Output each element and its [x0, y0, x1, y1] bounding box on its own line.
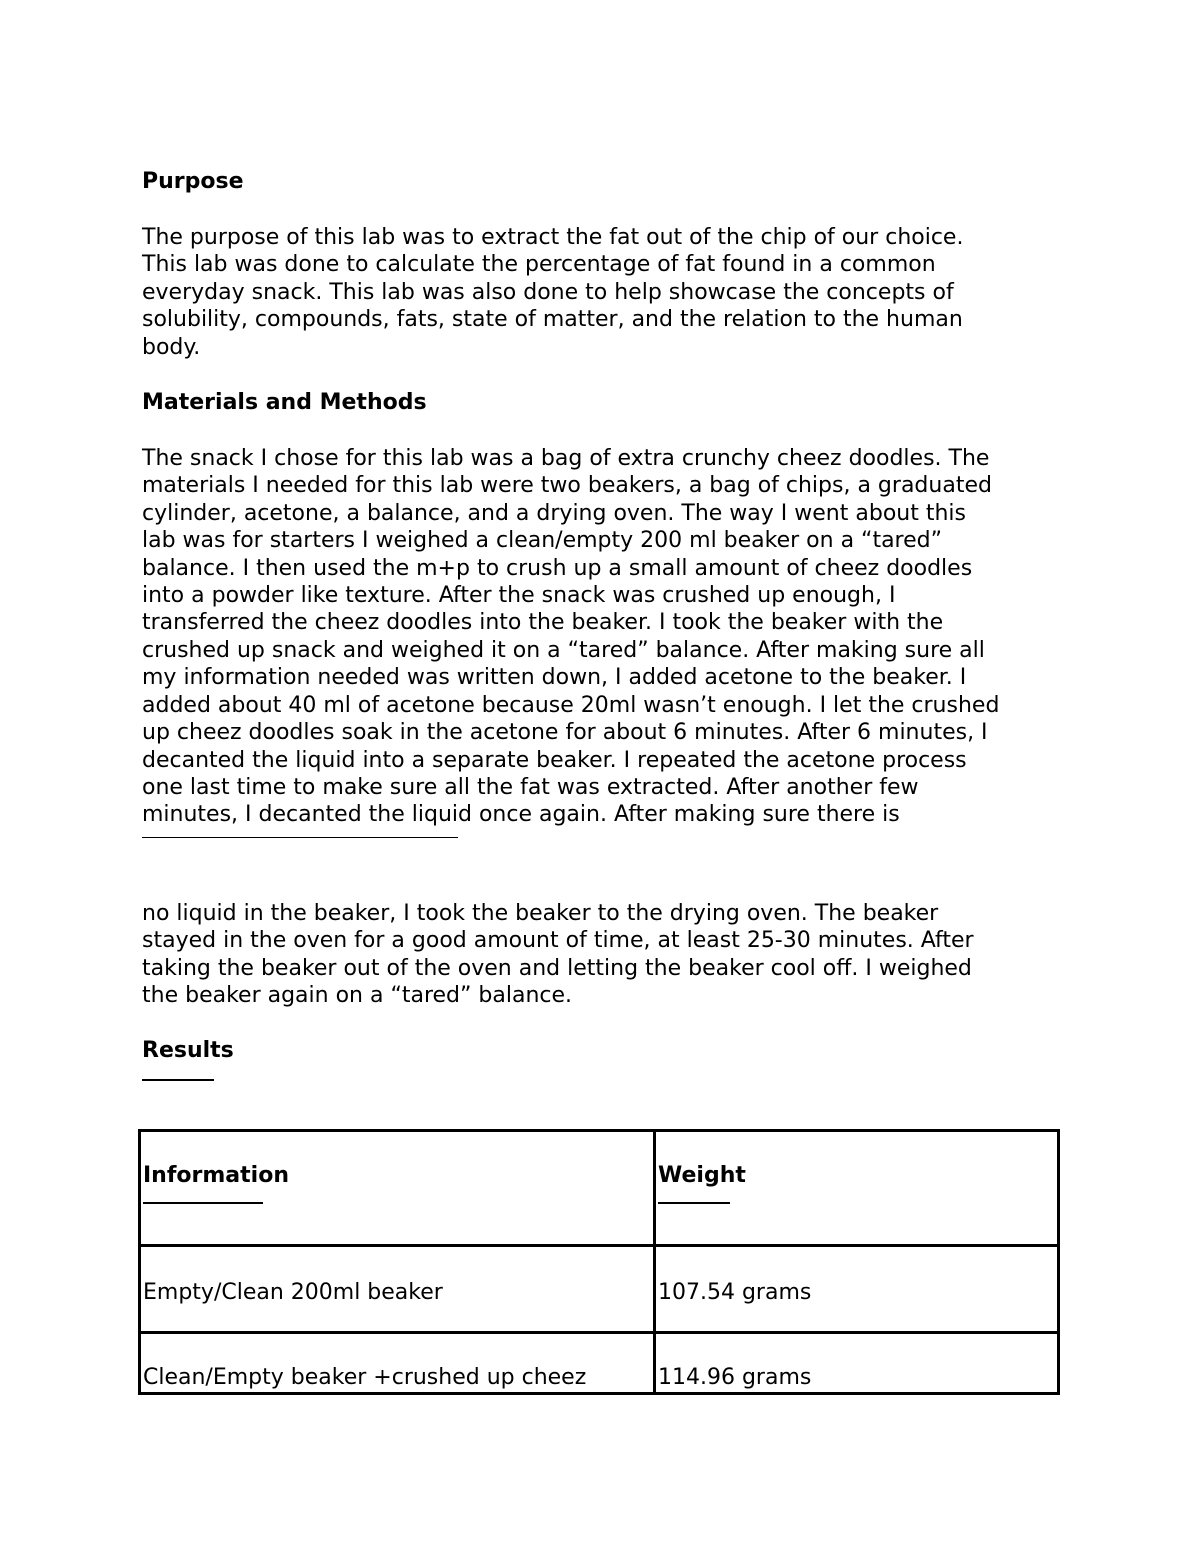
- paragraph-line: added about 40 ml of acetone because 20ml wasn’t enough. I let the crushed: [142, 692, 1000, 718]
- paragraph-line: one last time to make sure all the fat was extracted. After another few: [142, 774, 919, 800]
- paragraph-line: crushed up snack and weighed it on a “tared” balance. After making sure all: [142, 637, 985, 663]
- paragraph-line: into a powder like texture. After the snack was crushed up enough, I: [142, 583, 896, 609]
- paragraph-line: up cheez doodles soak in the acetone for about 6 minutes. After 6 minutes, I: [142, 720, 988, 746]
- paragraph-line: decanted the liquid into a separate beaker. I repeated the acetone process: [142, 747, 967, 773]
- results-heading: Results: [142, 1038, 234, 1064]
- paragraph-line: minutes, I decanted the liquid once again. After making sure there is: [142, 802, 900, 828]
- paragraph-line: the beaker again on a “tared” balance.: [142, 982, 573, 1008]
- paragraph-line: my information needed was written down, I added acetone to the beaker. I: [142, 665, 967, 691]
- paragraph-line: stayed in the oven for a good amount of time, at least 25-30 minutes. After: [142, 928, 974, 954]
- methods-paragraph: [142, 445, 1062, 829]
- paragraph-line: The purpose of this lab was to extract the fat out of the chip of our choice.: [142, 225, 964, 250]
- purpose-paragraph: [142, 224, 1062, 361]
- table-header-row: [140, 1131, 1059, 1246]
- paragraph-line: The snack I chose for this lab was a bag of extra crunchy cheez doodles. The: [142, 446, 990, 472]
- table-cell: [140, 1333, 655, 1394]
- methods-heading: Materials and Methods: [142, 390, 427, 416]
- paragraph-line: lab was for starters I weighed a clean/empty 200 ml beaker on a “tared”: [142, 528, 943, 554]
- paragraph-line: solubility, compounds, fats, state of matter, and the relation to the human: [142, 307, 963, 333]
- paragraph-line: body.: [142, 334, 201, 360]
- table-cell: [655, 1333, 1059, 1394]
- table-row: [140, 1246, 1059, 1333]
- table-cell: [140, 1246, 655, 1333]
- table-cell: [655, 1246, 1059, 1333]
- results-underline: [142, 1079, 214, 1081]
- purpose-heading: Purpose: [142, 169, 244, 194]
- table-header-cell: [655, 1131, 1059, 1246]
- table-header-cell: [140, 1131, 655, 1246]
- header-underline: [658, 1202, 730, 1204]
- column-header-information: Information: [143, 1163, 289, 1188]
- paragraph-line: This lab was done to calculate the percentage of fat found in a common: [142, 252, 936, 278]
- cell-information: Empty/Clean 200ml beaker: [143, 1280, 443, 1305]
- document-body: [142, 168, 1062, 1081]
- paragraph-line: no liquid in the beaker, I took the beaker to the drying oven. The beaker: [142, 900, 939, 926]
- paragraph-line: cylinder, acetone, a balance, and a drying oven. The way I went about this: [142, 500, 966, 526]
- cell-weight: 114.96 grams: [658, 1365, 812, 1390]
- table-row: [140, 1333, 1059, 1394]
- cell-weight: 107.54 grams: [658, 1280, 812, 1305]
- paragraph-line: materials I needed for this lab were two beakers, a bag of chips, a graduated: [142, 473, 992, 499]
- methods-paragraph-continued: [142, 900, 1062, 1010]
- paragraph-line: transferred the cheez doodles into the beaker. I took the beaker with the: [142, 610, 944, 636]
- paragraph-line: everyday snack. This lab was also done to help showcase the concepts of: [142, 279, 954, 305]
- column-header-weight: Weight: [658, 1163, 746, 1188]
- cell-information: Clean/Empty beaker +crushed up cheez: [143, 1365, 587, 1390]
- section-divider: [142, 837, 458, 838]
- paragraph-line: balance. I then used the m+p to crush up a small amount of cheez doodles: [142, 555, 973, 581]
- paragraph-line: taking the beaker out of the oven and letting the beaker cool off. I weighed: [142, 955, 972, 981]
- header-underline: [143, 1202, 263, 1204]
- results-table: [138, 1129, 1060, 1395]
